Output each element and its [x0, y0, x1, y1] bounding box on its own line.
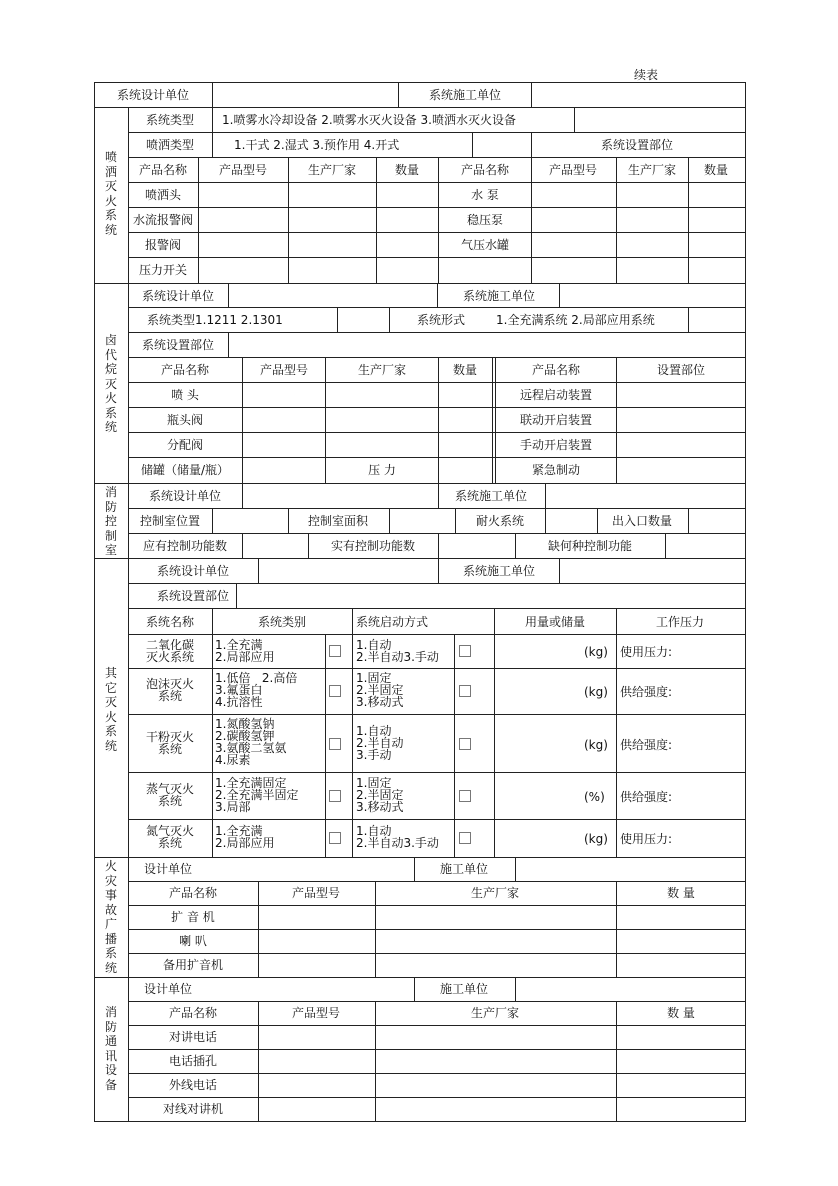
other-col-pressure: 工作压力	[655, 615, 705, 629]
other-location-label: 系统设置部位	[156, 589, 230, 603]
halon-col-name-2: 产品名称	[531, 363, 581, 377]
sprinkler-item-right: 气压水罐	[460, 238, 510, 252]
nitrogen-start-options: 1.自动 2.半自动3.手动	[356, 824, 439, 850]
nitrogen-category-options: 1.全充满 2.局部应用	[215, 824, 275, 850]
sprinkler-col-maker: 生产厂家	[307, 163, 357, 177]
other-col-name: 系统名称	[145, 615, 195, 629]
comms-item: 外线电话	[168, 1078, 218, 1092]
control-room-section-title: 消防控制室	[104, 485, 117, 557]
halon-item: 分配阀	[166, 438, 204, 452]
halon-item-right: 远程启动装置	[519, 388, 593, 402]
halon-item-right: 紧急制动	[531, 463, 581, 477]
foam-system-name: 泡沫灭火 系统	[146, 677, 195, 703]
powder-category-options: 1.氮酸氢钠 2.碳酸氢钾 3.氨酸二氢氨 4.尿素	[215, 717, 287, 767]
comms-install-unit-label: 施工单位	[439, 982, 489, 996]
other-col-amount: 用量或储量	[524, 615, 586, 629]
control-install-unit-label: 系统施工单位	[454, 489, 528, 503]
co2-category-options: 1.全充满 2.局部应用	[215, 638, 275, 664]
sprinkler-col-model-2: 产品型号	[548, 163, 598, 177]
other-section-title: 其它灭火系统	[104, 666, 117, 753]
powder-category-checkbox[interactable]	[329, 738, 341, 750]
sprinkler-design-unit-label: 系统设计单位	[116, 88, 190, 102]
halon-col-location: 设置部位	[656, 363, 706, 377]
halon-design-unit-label: 系统设计单位	[141, 289, 215, 303]
foam-amount-unit: (kg)	[584, 685, 608, 699]
control-missing-functions-label: 缺何种控制功能	[547, 539, 633, 553]
nitrogen-system-name: 氮气灭火 系统	[146, 824, 195, 850]
broadcast-item: 备用扩音机	[162, 958, 224, 972]
sprinkler-spray-type-label: 喷洒类型	[145, 138, 195, 152]
sprinkler-item: 压力开关	[138, 263, 188, 277]
control-fire-system-label: 耐火系统	[475, 514, 525, 528]
broadcast-col-maker: 生产厂家	[470, 886, 520, 900]
steam-category-options: 1.全充满固定 2.全充满半固定 3.局部	[215, 776, 299, 814]
control-design-unit-label: 系统设计单位	[148, 489, 222, 503]
sprinkler-col-qty: 数量	[394, 163, 420, 177]
sprinkler-col-model: 产品型号	[218, 163, 268, 177]
steam-start-options: 1.固定 2.半固定 3.移动式	[356, 776, 404, 814]
sprinkler-system-type-label: 系统类型	[145, 113, 195, 127]
foam-param-label: 供给强度:	[620, 685, 673, 699]
comms-item: 电话插孔	[168, 1054, 218, 1068]
co2-start-checkbox[interactable]	[459, 645, 471, 657]
comms-section-title: 消防通讯设备	[104, 1005, 117, 1092]
control-room-area-label: 控制室面积	[307, 514, 369, 528]
comms-col-model: 产品型号	[291, 1006, 341, 1020]
sprinkler-col-maker-2: 生产厂家	[627, 163, 677, 177]
broadcast-col-qty: 数 量	[667, 886, 695, 900]
halon-install-unit-label: 系统施工单位	[462, 289, 536, 303]
halon-item-right: 手动开启装置	[519, 438, 593, 452]
halon-system-form-options: 1.全充满系统 2.局部应用系统	[496, 313, 655, 327]
control-actual-functions-label: 实有控制功能数	[330, 539, 416, 553]
sprinkler-location-label: 系统设置部位	[600, 138, 674, 152]
co2-param-label: 使用压力:	[620, 645, 673, 659]
sprinkler-system-type-options: 1.喷雾水冷却设备 2.喷雾水灭火设备 3.喷洒水灭火设备	[222, 113, 516, 127]
powder-amount-unit: (kg)	[584, 738, 608, 752]
foam-category-options: 1.低倍 2.高倍 3.氟蛋白 4.抗溶性	[215, 671, 298, 709]
nitrogen-start-checkbox[interactable]	[459, 832, 471, 844]
powder-system-name: 干粉灭火 系统	[146, 730, 195, 756]
control-exits-label: 出入口数量	[611, 514, 673, 528]
other-design-unit-label: 系统设计单位	[156, 564, 230, 578]
comms-col-qty: 数 量	[667, 1006, 695, 1020]
powder-param-label: 供给强度:	[620, 738, 673, 752]
halon-system-type: 系统类型1.1211 2.1301	[147, 313, 283, 327]
sprinkler-item-right: 水 泵	[471, 188, 499, 202]
broadcast-install-unit-label: 施工单位	[439, 862, 489, 876]
sprinkler-item-right: 稳压泵	[466, 213, 504, 227]
comms-item: 对讲电话	[168, 1030, 218, 1044]
sprinkler-item: 水流报警阀	[132, 213, 194, 227]
other-install-unit-label: 系统施工单位	[462, 564, 536, 578]
powder-start-options: 1.自动 2.半自动 3.手动	[356, 724, 404, 762]
halon-col-model: 产品型号	[259, 363, 309, 377]
sprinkler-section-title: 喷洒灭火系统	[104, 150, 117, 237]
halon-system-form-label: 系统形式	[417, 313, 466, 327]
halon-section-title: 卤代烷灭火系统	[104, 333, 117, 434]
sprinkler-item: 报警阀	[144, 238, 182, 252]
comms-col-maker: 生产厂家	[470, 1006, 520, 1020]
co2-amount-unit: (kg)	[584, 645, 608, 659]
co2-start-options: 1.自动 2.半自动3.手动	[356, 638, 439, 664]
control-required-functions-label: 应有控制功能数	[142, 539, 228, 553]
halon-col-qty: 数量	[452, 363, 478, 377]
foam-start-options: 1.固定 2.半固定 3.移动式	[356, 671, 404, 709]
broadcast-item: 扩 音 机	[171, 910, 215, 924]
comms-col-name: 产品名称	[168, 1006, 218, 1020]
sprinkler-col-name: 产品名称	[138, 163, 188, 177]
halon-item: 喷 头	[171, 388, 199, 402]
halon-col-name: 产品名称	[160, 363, 210, 377]
steam-start-checkbox[interactable]	[459, 790, 471, 802]
halon-item: 储罐（储量/瓶）	[140, 463, 230, 477]
sprinkler-spray-type-options: 1.干式 2.湿式 3.预作用 4.开式	[234, 138, 400, 152]
comms-design-unit-label: 设计单位	[144, 982, 193, 996]
co2-system-name: 二氧化碳 灭火系统	[146, 638, 195, 664]
sprinkler-col-name-2: 产品名称	[460, 163, 510, 177]
comms-item: 对线对讲机	[162, 1102, 224, 1116]
steam-param-label: 供给强度:	[620, 790, 673, 804]
broadcast-col-name: 产品名称	[168, 886, 218, 900]
steam-category-checkbox[interactable]	[329, 790, 341, 802]
sprinkler-col-qty-2: 数量	[703, 163, 729, 177]
continued-label: 续表	[634, 68, 659, 82]
foam-start-checkbox[interactable]	[459, 685, 471, 697]
halon-item-right: 联动开启装置	[519, 413, 593, 427]
halon-location-label: 系统设置部位	[141, 338, 215, 352]
other-col-start: 系统启动方式	[356, 615, 429, 629]
broadcast-col-model: 产品型号	[291, 886, 341, 900]
halon-pressure-label: 压 力	[368, 463, 396, 477]
control-room-location-label: 控制室位置	[139, 514, 201, 528]
halon-item: 瓶头阀	[166, 413, 204, 427]
broadcast-design-unit-label: 设计单位	[144, 862, 193, 876]
sprinkler-item: 喷洒头	[144, 188, 182, 202]
nitrogen-category-checkbox[interactable]	[329, 832, 341, 844]
other-col-category: 系统类别	[257, 615, 307, 629]
powder-start-checkbox[interactable]	[459, 738, 471, 750]
steam-amount-unit: (%)	[584, 790, 605, 804]
broadcast-section-title: 火灾事故广播系统	[104, 859, 117, 975]
sprinkler-install-unit-label: 系统施工单位	[428, 88, 502, 102]
foam-category-checkbox[interactable]	[329, 685, 341, 697]
steam-system-name: 蒸气灭火 系统	[146, 782, 195, 808]
nitrogen-param-label: 使用压力:	[620, 832, 673, 846]
halon-col-maker: 生产厂家	[357, 363, 407, 377]
co2-category-checkbox[interactable]	[329, 645, 341, 657]
broadcast-item: 喇 叭	[179, 934, 207, 948]
nitrogen-amount-unit: (kg)	[584, 832, 608, 846]
